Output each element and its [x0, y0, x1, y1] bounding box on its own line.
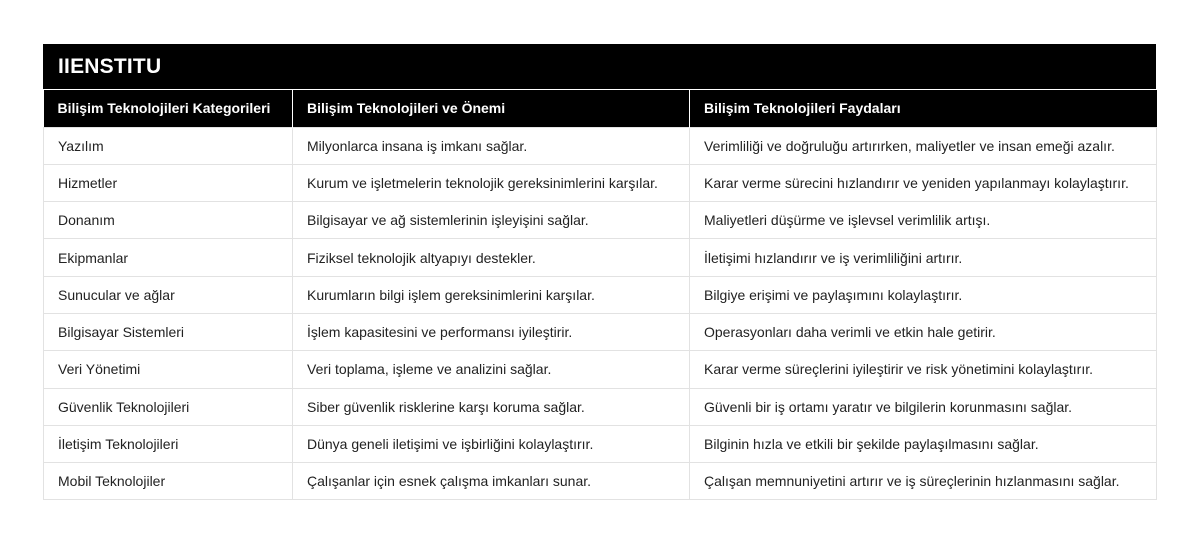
table-cell-importance: Kurumların bilgi işlem gereksinimlerini karşılar. — [293, 276, 690, 313]
table-cell-importance: Dünya geneli iletişimi ve işbirliğini kolaylaştırır. — [293, 425, 690, 462]
header-row — [44, 90, 1157, 127]
table-cell-benefit: Maliyetleri düşürme ve işlevsel verimlilik artışı. — [690, 202, 1157, 239]
table-title: IIENSTITU — [58, 54, 162, 78]
table-cell-category: Güvenlik Teknolojileri — [44, 388, 293, 425]
table-cell-importance: Kurum ve işletmelerin teknolojik gereksinimlerini karşılar. — [293, 164, 690, 201]
table-cell-importance: Milyonlarca insana iş imkanı sağlar. — [293, 127, 690, 164]
table-cell-benefit: Bilginin hızla ve etkili bir şekilde paylaşılmasını sağlar. — [690, 425, 1157, 462]
table-cell-category: Ekipmanlar — [44, 239, 293, 276]
column-header-importance: Bilişim Teknolojileri ve Önemi — [293, 90, 690, 127]
table-row — [44, 127, 1157, 164]
table-row — [44, 202, 1157, 239]
table-cell-benefit: Karar verme süreçlerini iyileştirir ve risk yönetimini kolaylaştırır. — [690, 351, 1157, 388]
table-row — [44, 313, 1157, 350]
table-cell-importance: Fiziksel teknolojik altyapıyı destekler. — [293, 239, 690, 276]
table-cell-benefit: Verimliliği ve doğruluğu artırırken, maliyetler ve insan emeği azalır. — [690, 127, 1157, 164]
table-cell-benefit: İletişimi hızlandırır ve iş verimliliğini artırır. — [690, 239, 1157, 276]
table-row — [44, 164, 1157, 201]
table-cell-importance: İşlem kapasitesini ve performansı iyileştirir. — [293, 313, 690, 350]
table-row — [44, 463, 1157, 500]
table-cell-category: Bilgisayar Sistemleri — [44, 313, 293, 350]
table-body — [44, 127, 1157, 500]
table-cell-benefit: Güvenli bir iş ortamı yaratır ve bilgilerin korunmasını sağlar. — [690, 388, 1157, 425]
table-cell-category: Hizmetler — [44, 164, 293, 201]
table-cell-benefit: Çalışan memnuniyetini artırır ve iş süreçlerinin hızlanmasını sağlar. — [690, 463, 1157, 500]
table-row — [44, 425, 1157, 462]
table-cell-category: Yazılım — [44, 127, 293, 164]
table-cell-category: Donanım — [44, 202, 293, 239]
table-title-bar — [43, 44, 1156, 90]
table-cell-benefit: Operasyonları daha verimli ve etkin hale getirir. — [690, 313, 1157, 350]
table-cell-importance: Veri toplama, işleme ve analizini sağlar. — [293, 351, 690, 388]
data-table — [43, 90, 1157, 500]
column-header-categories: Bilişim Teknolojileri Kategorileri — [44, 90, 293, 127]
table-row — [44, 276, 1157, 313]
table-cell-benefit: Karar verme sürecini hızlandırır ve yeniden yapılanmayı kolaylaştırır. — [690, 164, 1157, 201]
table-row — [44, 351, 1157, 388]
table-cell-importance: Bilgisayar ve ağ sistemlerinin işleyişini sağlar. — [293, 202, 690, 239]
table-cell-category: Sunucular ve ağlar — [44, 276, 293, 313]
table-cell-category: Mobil Teknolojiler — [44, 463, 293, 500]
table-cell-importance: Çalışanlar için esnek çalışma imkanları sunar. — [293, 463, 690, 500]
table-row — [44, 388, 1157, 425]
table-header — [44, 90, 1157, 127]
table-cell-category: İletişim Teknolojileri — [44, 425, 293, 462]
table-cell-category: Veri Yönetimi — [44, 351, 293, 388]
column-header-benefits: Bilişim Teknolojileri Faydaları — [690, 90, 1157, 127]
table-row — [44, 239, 1157, 276]
table-cell-importance: Siber güvenlik risklerine karşı koruma sağlar. — [293, 388, 690, 425]
table-cell-benefit: Bilgiye erişimi ve paylaşımını kolaylaştırır. — [690, 276, 1157, 313]
data-table-container — [43, 44, 1156, 500]
